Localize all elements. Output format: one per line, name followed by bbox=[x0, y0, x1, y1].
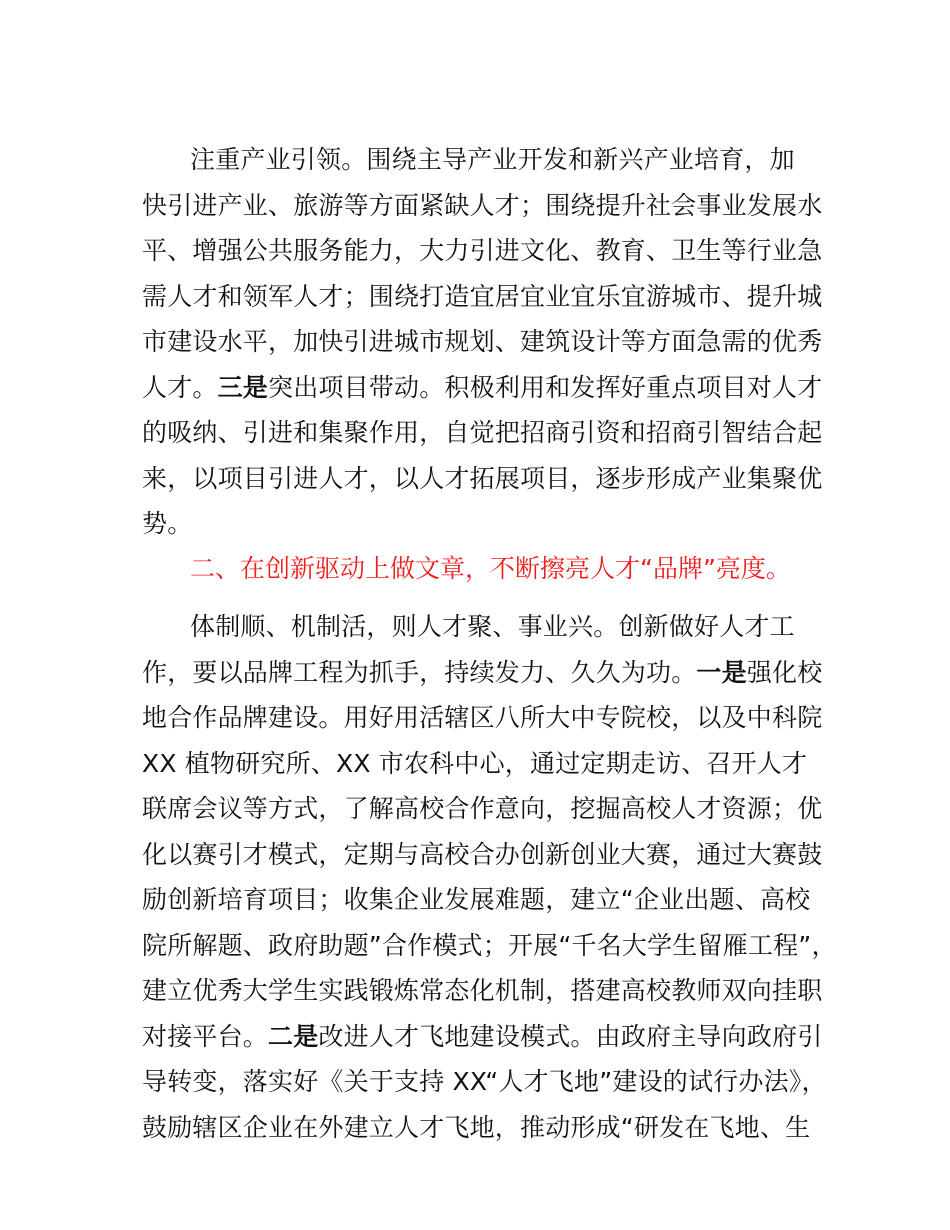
bold-keyword: 二是 bbox=[268, 1021, 319, 1051]
paragraph-line: 导转变，落实好《关于支持 XX“人才飞地”建设的试行办法》， bbox=[142, 1067, 827, 1096]
paragraph-line: 化以赛引才模式，定期与高校合办创新创业大赛，通过大赛鼓 bbox=[142, 839, 823, 869]
paragraph-line: 地合作品牌建设。用好用活辖区八所大中专院校，以及中科院 bbox=[142, 703, 823, 732]
paragraph-line: 平、增强公共服务能力，大力引进文化、教育、卫生等行业急 bbox=[142, 236, 823, 265]
text-run: 作，要以品牌工程为抓手，持续发力、久久为功。 bbox=[142, 657, 697, 687]
text-run: 人才。 bbox=[142, 372, 218, 402]
section-heading: 二、在创新驱动上做文章，不断擦亮人才“品牌”亮度。 bbox=[190, 554, 791, 583]
paragraph-line: 的吸纳、引进和集聚作用，自觉把招商引资和招商引智结合起 bbox=[142, 418, 823, 447]
text-run: 对接平台。 bbox=[142, 1021, 269, 1051]
paragraph-line: 注重产业引领。围绕主导产业开发和新兴产业培育，加 bbox=[190, 145, 795, 174]
paragraph-industry-projects bbox=[142, 137, 822, 547]
text-run: 突出项目带动。积极利用和发挥好重点项目对人才 bbox=[268, 372, 823, 402]
paragraph-line: 市建设水平，加快引进城市规划、建筑设计等方面急需的优秀 bbox=[142, 327, 823, 356]
paragraph-line: 联席会议等方式，了解高校合作意向，挖掘高校人才资源；优 bbox=[142, 794, 823, 823]
text-run: 强化校 bbox=[746, 657, 823, 687]
paragraph-line: 势。 bbox=[142, 509, 193, 538]
paragraph-line: 来，以项目引进人才，以人才拓展项目，逐步形成产业集聚优 bbox=[142, 463, 823, 493]
paragraph-line: 体制顺、机制活，则人才聚、事业兴。创新做好人才工 bbox=[190, 612, 795, 641]
paragraph-line: 需人才和领军人才；围绕打造宜居宜业宜乐宜游城市、提升城 bbox=[142, 281, 823, 311]
paragraph-line: 鼓励辖区企业在外建立人才飞地，推动形成“研发在飞地、生 bbox=[142, 1112, 811, 1142]
paragraph-line bbox=[142, 365, 822, 411]
bold-keyword: 一是 bbox=[696, 657, 747, 687]
bold-keyword: 三是 bbox=[217, 372, 269, 402]
paragraph-line: XX 植物研究所、XX 市农科中心，通过定期走访、召开人才 bbox=[142, 748, 808, 778]
paragraph-line bbox=[142, 1014, 822, 1060]
paragraph-line: 快引进产业、旅游等方面紧缺人才；围绕提升社会事业发展水 bbox=[142, 190, 823, 220]
paragraph-line bbox=[142, 650, 822, 696]
paragraph-line: 建立优秀大学生实践锻炼常态化机制，搭建高校教师双向挂职 bbox=[142, 976, 823, 1005]
paragraph-line: 院所解题、政府助题”合作模式；开展“千名大学生留雁工程”， bbox=[142, 930, 837, 960]
paragraph-line: 励创新培育项目；收集企业发展难题，建立“企业出题、高校 bbox=[142, 885, 811, 914]
paragraph-innovation-brand bbox=[142, 604, 837, 1150]
text-run: 改进人才飞地建设模式。由政府主导向政府引 bbox=[318, 1021, 823, 1051]
